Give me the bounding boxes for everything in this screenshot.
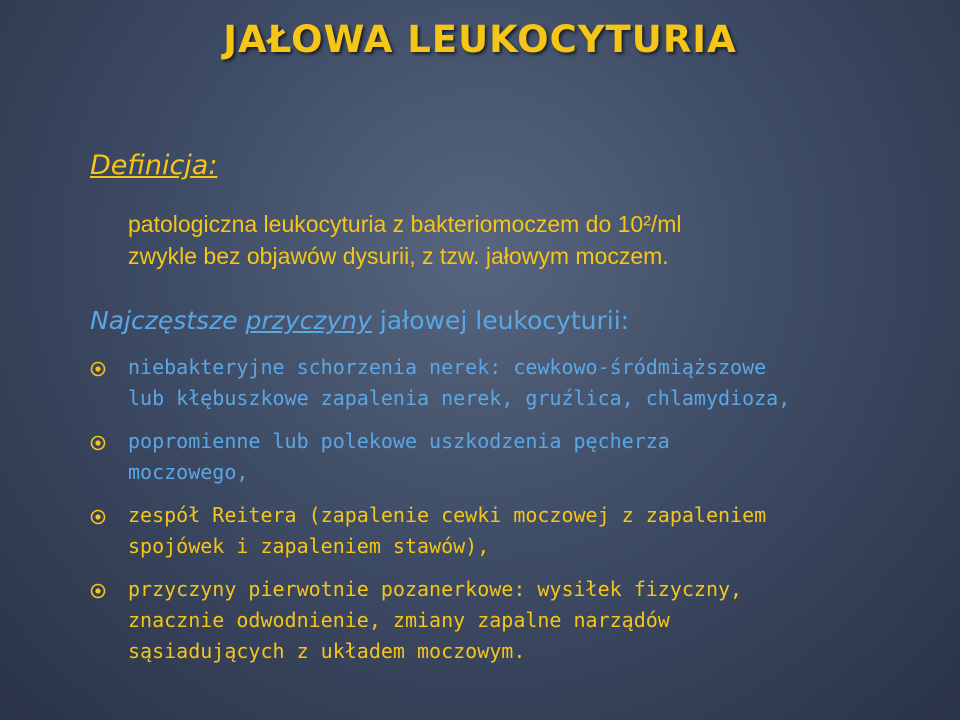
list-item-line: lub kłębuszkowe zapalenia nerek, gruźlica, chlamydioza, — [128, 386, 791, 410]
slide-title: JAŁOWA LEUKOCYTURIA — [223, 18, 737, 61]
definition-line: patologiczna leukocyturia z bakteriomoczem do 10²/ml — [128, 211, 682, 237]
circled-dot-bullet-icon — [90, 361, 106, 377]
list-item-line: sąsiadujących z układem moczowym. — [128, 639, 526, 663]
list-item-line: niebakteryjne schorzenia nerek: cewkowo-śródmiąższowe — [128, 355, 767, 379]
definition-line: zwykle bez objawów dysurii, z tzw. jałowym moczem. — [128, 243, 669, 269]
list-item-line: znacznie odwodnienie, zmiany zapalne narządów — [128, 608, 670, 632]
list-item-line: moczowego, — [128, 460, 249, 484]
list-item — [86, 426, 936, 488]
causes-heading-part2: przyczyny — [245, 306, 372, 335]
circled-dot-bullet-icon — [90, 583, 106, 599]
causes-heading-part1: Najczęstsze — [90, 306, 238, 335]
causes-heading-part3: jałowej leukocyturii: — [379, 306, 630, 335]
causes-list — [86, 352, 936, 679]
list-item — [86, 500, 936, 562]
circled-dot-bullet-icon — [90, 509, 106, 525]
list-item-line: przyczyny pierwotnie pozanerkowe: wysiłek fizyczny, — [128, 577, 743, 601]
definition-heading: Definicja: — [90, 150, 218, 181]
list-item — [86, 574, 936, 667]
definition-text — [128, 208, 908, 272]
circled-dot-bullet-icon — [90, 435, 106, 451]
causes-heading — [90, 306, 629, 335]
list-item-line: popromienne lub polekowe uszkodzenia pęcherza — [128, 429, 670, 453]
list-item — [86, 352, 936, 414]
list-item-line: spojówek i zapaleniem stawów), — [128, 534, 490, 558]
list-item-line: zespół Reitera (zapalenie cewki moczowej z zapaleniem — [128, 503, 767, 527]
